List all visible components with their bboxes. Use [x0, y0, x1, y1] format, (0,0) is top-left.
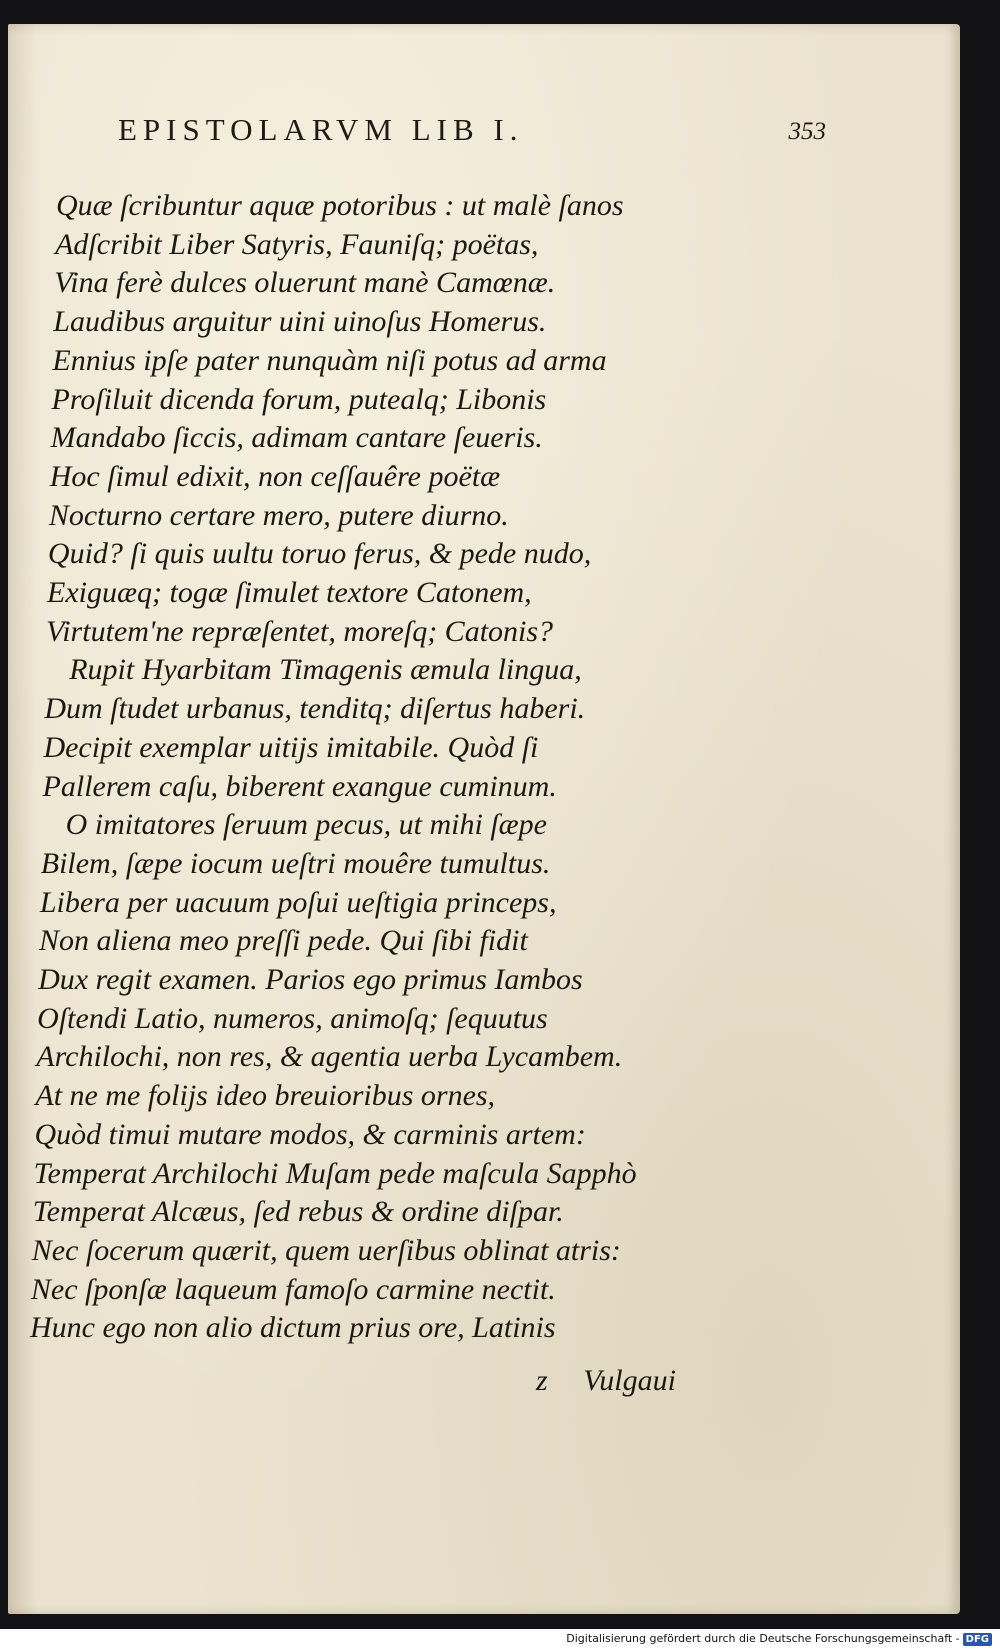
verse-line: Decipit exemplar uitijs imitabile. Quòd ſi	[43, 730, 539, 764]
verse-line: Temperat Alcæus, ſed rebus & ordine diſpar.	[32, 1195, 564, 1229]
footer-bar	[0, 1629, 1000, 1651]
verse-line: At ne me folijs ideo breuioribus ornes,	[35, 1079, 496, 1113]
verse-line: Ennius ipſe pater nunquàm niſi potus ad arma	[52, 343, 607, 377]
page-header	[118, 112, 826, 152]
running-head: EPISTOLARVM LIB I.	[118, 112, 524, 147]
verse-line: Dum ſtudet urbanus, tenditq; diſertus haberi.	[44, 692, 586, 726]
verse-line: Oſtendi Latio, numeros, animoſq; ſequutus	[37, 1001, 548, 1035]
verse-line: Adſcribit Liber Satyris, Fauniſq; poëtas,	[55, 227, 539, 261]
verse-line: Laudibus arguitur uini uinoſus Homerus.	[53, 305, 547, 339]
verse-line: Libera per uacuum poſui ueſtigia princeps,	[39, 885, 557, 919]
dfg-logo: DFG	[963, 1633, 992, 1646]
verse-line: Archilochi, non res, & agentia uerba Lycambem.	[36, 1040, 623, 1074]
verse-line: Exiguæq; togæ ſimulet textore Catonem,	[47, 576, 532, 609]
verse-line: Rupit Hyarbitam Timagenis æmula lingua,	[69, 653, 582, 687]
page-number: 353	[788, 118, 826, 145]
verse-line: Vina ferè dulces oluerunt manè Camœnæ.	[54, 266, 556, 300]
verse-line: Quid? ſi quis uultu toruo ferus, & pede nudo,	[47, 537, 592, 571]
verse-line: Hoc ſimul edixit, non ceſſauêre poëtæ	[49, 459, 501, 493]
catchword-text: Vulgaui	[583, 1364, 676, 1397]
verse-line: Mandabo ſiccis, adimam cantare ſeueris.	[50, 421, 543, 455]
verse-line: Virtutem'ne repræſentet, moreſq; Catonis?	[46, 614, 554, 648]
footer-credit	[566, 1632, 992, 1646]
verse-line: Hunc ego non alio dictum prius ore, Latinis	[30, 1311, 556, 1345]
verse-line: Non aliena meo preſſi pede. Qui ſibi fidit	[38, 924, 528, 958]
verse-line: Nec ſponſæ laqueum famoſo carmine nectit.	[30, 1272, 556, 1306]
verse-line: Proſiluit dicenda forum, putealq; Libonis	[51, 382, 547, 416]
signature-mark: z	[536, 1364, 548, 1397]
verse-line: Dux regit examen. Parios ego primus Iambos	[38, 963, 583, 996]
verse-line: Nocturno certare mero, putere diurno.	[48, 498, 509, 532]
catchword	[536, 1364, 676, 1398]
verse-line: Pallerem caſu, biberent exangue cuminum.	[42, 769, 557, 803]
verse-line: Bilem, ſæpe iocum ueſtri mouêre tumultus.	[40, 846, 551, 880]
book-page	[8, 24, 960, 1614]
verse-line: O imitatores ſeruum pecus, ut mihi ſæpe	[65, 808, 547, 842]
verse-line: Quæ ſcribuntur aquæ potoribus : ut malè ſanos	[56, 189, 624, 222]
verse-line: Temperat Archilochi Muſam pede maſcula Sapphò	[33, 1156, 637, 1190]
footer-credit-text: Digitalisierung gefördert durch die Deutsche Forschungsgemeinschaft -	[566, 1632, 960, 1645]
verse-line: Quòd timui mutare modos, & carminis artem:	[34, 1117, 586, 1151]
verse-line: Nec ſocerum quærit, quem uerſibus oblinat atris:	[31, 1233, 621, 1267]
